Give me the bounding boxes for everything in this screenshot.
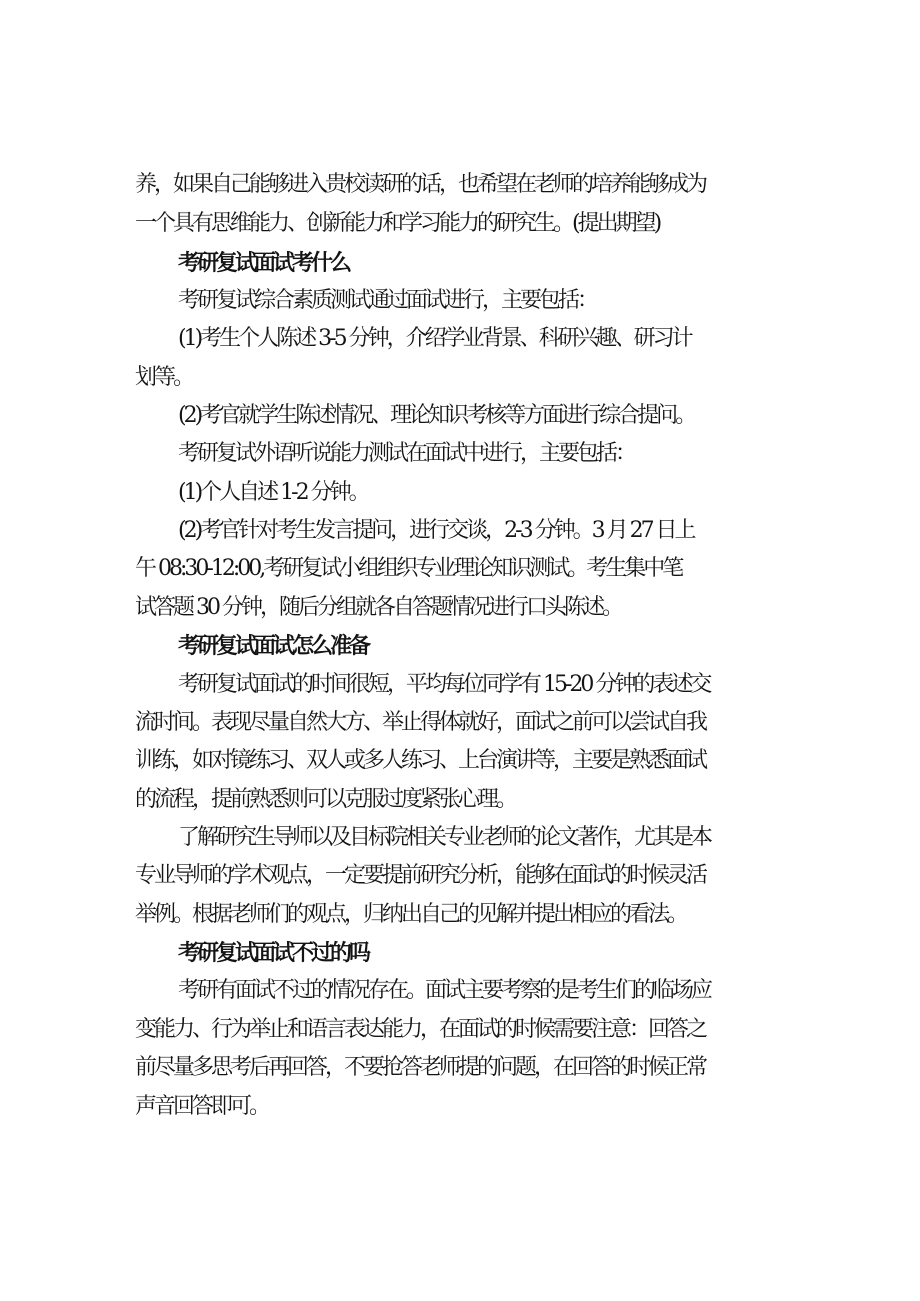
paragraph-line: 训练，如对镜练习、双人或多人练习、上台演讲等，主要是熟悉面试 <box>135 748 706 773</box>
paragraph-line: 举例。根据老师们的观点，归纳出自己的见解并提出相应的看法。 <box>135 902 687 927</box>
paragraph-line: 声音回答即可。 <box>135 1094 269 1119</box>
paragraph-line: 养，如果自己能够进入贵校读研的话，也希望在老师的培养能够成为 <box>135 172 706 197</box>
section-heading: 考研复试面试考什么 <box>178 250 350 276</box>
paragraph-line: 的流程，提前熟悉则可以克服过度紧张心理。 <box>135 787 516 812</box>
paragraph-line: 流时间。表现尽量自然大方、举止得体就好，面试之前可以尝试自我 <box>135 710 706 735</box>
section-heading: 考研复试面试怎么准备 <box>178 633 369 659</box>
paragraph-line: 了解研究生导师以及目标院相关专业老师的论文著作，尤其是本 <box>178 825 711 850</box>
paragraph-line: 变能力、行为举止和语言表达能力，在面试的时候需要注意：回答之 <box>135 1017 706 1042</box>
list-item-continuation: 午 08:30-12:00,考研复试小组组织专业理论知识测试。考生集中笔 <box>135 556 682 581</box>
list-item-continuation: 试答题 30 分钟，随后分组就各自答题情况进行口头陈述。 <box>135 595 621 620</box>
paragraph-line: 专业导师的学术观点，一定要提前研究分析，能够在面试的时候灵活 <box>135 863 706 888</box>
paragraph-line: 考研复试外语听说能力测试在面试中进行，主要包括： <box>178 441 635 466</box>
paragraph-line: 考研复试面试的时间很短，平均每位同学有 15-20 分钟的表述交 <box>178 672 710 697</box>
section-heading: 考研复试面试不过的吗 <box>178 940 369 966</box>
paragraph-line: 前尽量多思考后再回答，不要抢答老师提的问题，在回答的时候正常 <box>135 1055 706 1080</box>
list-item: (2)考官就学生陈述情况、理论知识考核等方面进行综合提问。 <box>178 403 695 428</box>
paragraph-line: 考研有面试不过的情况存在。面试主要考察的是考生们的临场应 <box>178 978 711 1003</box>
list-item-continuation: 划等。 <box>135 365 193 390</box>
paragraph-line: 考研复试综合素质测试通过面试进行，主要包括： <box>178 288 597 313</box>
paragraph-line: 一个具有思维能力、创新能力和学习能力的研究生。(提出期望) <box>135 211 660 236</box>
list-item: (2)考官针对考生发言提问，进行交谈，2-3 分钟。3 月 27 日上 <box>178 518 694 543</box>
list-item: (1)考生个人陈述 3-5 分钟，介绍学业背景、科研兴趣、研习计 <box>178 326 691 351</box>
list-item: (1)个人自述 1-2 分钟。 <box>178 480 368 505</box>
